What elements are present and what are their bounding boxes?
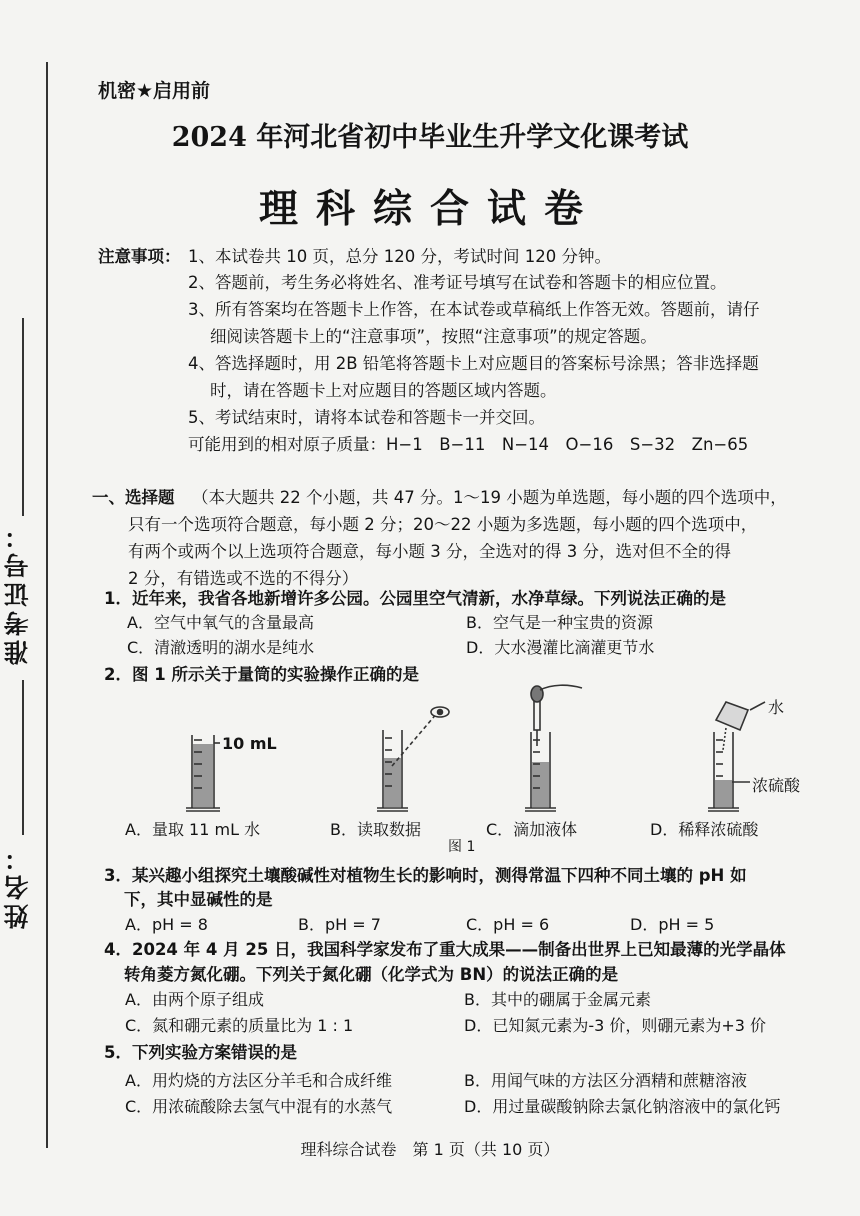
question-4-cont: 转角菱方氮化硼。下列关于氮化硼（化学式为 BN）的说法正确的是 xyxy=(124,965,619,984)
question-3: 3．某兴趣小组探究土壤酸碱性对植物生长的影响时，测得常温下四种不同土壤的 pH 如 xyxy=(104,866,747,885)
notes-item: 5、考试结束时，请将本试卷和答题卡一并交回。 xyxy=(188,408,545,427)
option-1b: B．空气是一种宝贵的资源 xyxy=(466,613,653,632)
notes-item: 细阅读答题卡上的“注意事项”，按照“注意事项”的规定答题。 xyxy=(210,327,657,346)
name-label: 姓名： xyxy=(3,842,32,929)
exam-title: 2024 年河北省初中毕业生升学文化课考试 xyxy=(171,122,689,153)
notes-item: 3、所有答案均在答题卡上作答，在本试卷或草稿纸上作答无效。答题前，请仔 xyxy=(188,300,760,319)
question-3-cont: 下，其中显碱性的是 xyxy=(124,890,273,909)
option-1c: C．清澈透明的湖水是纯水 xyxy=(127,638,315,657)
confidential-mark: 机密★启用前 xyxy=(98,80,211,102)
cylinder-a xyxy=(186,735,220,811)
page-footer: 理科综合试卷 第 1 页（共 10 页） xyxy=(300,1140,560,1159)
option-2a: A．量取 11 mL 水 xyxy=(125,820,261,839)
atomic-masses: 可能用到的相对原子质量：H−1 B−11 N−14 O−16 S−32 Zn−65 xyxy=(188,435,749,454)
option-2b: B．读取数据 xyxy=(330,820,421,839)
exam-no-blank xyxy=(22,318,24,516)
section-instructions: （本大题共 22 个小题，共 47 分。1～19 小题为单选题，每小题的四个选项中， xyxy=(192,488,787,507)
option-3c: C．pH = 6 xyxy=(466,915,550,934)
option-5a: A．用灼烧的方法区分羊毛和合成纤维 xyxy=(125,1071,392,1090)
section-instructions: 只有一个选项符合题意，每小题 2 分；20～22 小题为多选题，每小题的四个选项中， xyxy=(128,515,758,534)
section-instructions: 有两个或两个以上选项符合题意，每小题 3 分，全选对的得 3 分，选对但不全的得 xyxy=(128,542,731,561)
notes-item: 4、答选择题时，用 2B 铅笔将答题卡上对应题目的答案标号涂黑；答非选择题 xyxy=(188,354,759,373)
cylinder-b xyxy=(377,707,449,811)
option-3b: B．pH = 7 xyxy=(298,915,381,934)
option-3d: D．pH = 5 xyxy=(630,915,715,934)
exam-no-label: 准考证号： xyxy=(3,520,32,665)
option-2d: D．稀释浓硫酸 xyxy=(650,820,759,839)
question-2: 2．图 1 所示关于量筒的实验操作正确的是 xyxy=(104,665,419,684)
option-4a: A．由两个原子组成 xyxy=(125,990,264,1009)
question-5: 5．下列实验方案错误的是 xyxy=(104,1043,297,1062)
section-instructions: 2 分，有错选或不选的不得分） xyxy=(128,569,359,588)
section-heading: 一、选择题 xyxy=(92,488,175,507)
option-2c: C．滴加液体 xyxy=(486,820,578,839)
option-4d: D．已知氮元素为-3 价，则硼元素为+3 价 xyxy=(464,1016,767,1035)
question-1: 1．近年来，我省各地新增许多公园。公园里空气清新，水净草绿。下列说法正确的是 xyxy=(104,589,726,608)
option-3a: A．pH = 8 xyxy=(125,915,208,934)
cylinder-c xyxy=(525,685,582,811)
notes-heading: 注意事项： xyxy=(98,247,181,266)
label-acid: 浓硫酸 xyxy=(752,776,801,795)
figure-1-caption: 图 1 xyxy=(448,839,476,855)
option-5c: C．用浓硫酸除去氢气中混有的水蒸气 xyxy=(125,1097,393,1116)
question-4: 4．2024 年 4 月 25 日，我国科学家发布了重大成果——制备出世界上已知最薄的光学晶体 xyxy=(104,940,786,959)
option-1a: A．空气中氧气的含量最高 xyxy=(127,613,314,632)
paper-title: 理科综合试卷 xyxy=(258,187,601,232)
notes-item: 时，请在答题卡上对应题目的答题区域内答题。 xyxy=(210,381,557,400)
option-5d: D．用过量碳酸钠除去氯化钠溶液中的氯化钙 xyxy=(464,1097,781,1116)
option-4b: B．其中的硼属于金属元素 xyxy=(464,990,651,1009)
label-10ml: 10 mL xyxy=(222,734,277,753)
notes-item: 1、本试卷共 10 页，总分 120 分，考试时间 120 分钟。 xyxy=(188,247,611,266)
label-water: 水 xyxy=(768,698,785,717)
notes-item: 2、答题前，考生务必将姓名、准考证号填写在试卷和答题卡的相应位置。 xyxy=(188,273,727,292)
name-blank xyxy=(22,680,24,835)
option-1d: D．大水漫灌比滴灌更节水 xyxy=(466,638,655,657)
option-4c: C．氮和硼元素的质量比为 1 : 1 xyxy=(125,1016,354,1035)
option-5b: B．用闻气味的方法区分酒精和蔗糖溶液 xyxy=(464,1071,747,1090)
